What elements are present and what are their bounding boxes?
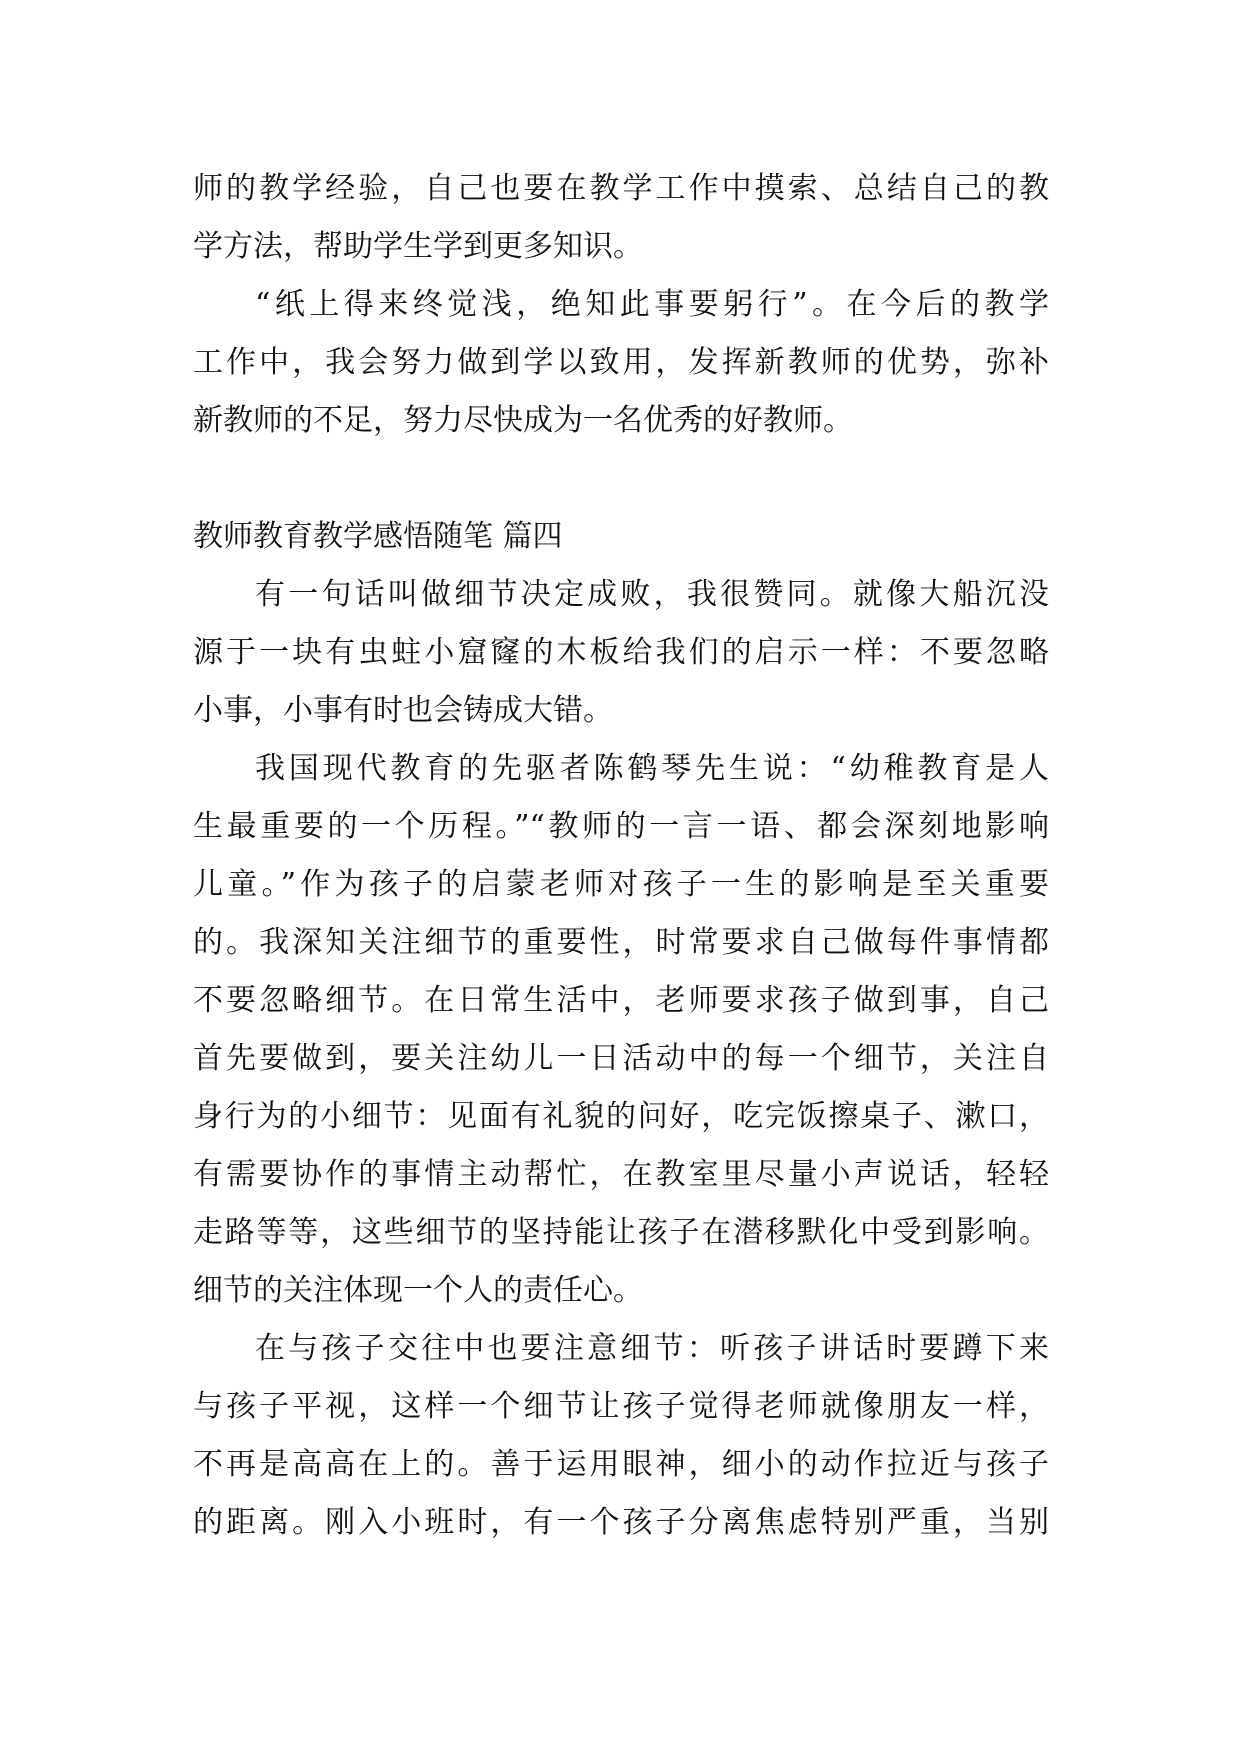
paragraph-3 [193,566,1049,740]
paragraph-2 [193,276,1049,450]
text-line: 不再是高高在上的。善于运用眼神，细小的动作拉近与孩子 [193,1447,1049,1482]
text-line: 小事，小事有时也会铸成大错。 [193,693,613,728]
text-line: 细节的关注体现一个人的责任心。 [193,1273,643,1308]
text-line: 有需要协作的事情主动帮忙，在教室里尽量小声说话，轻轻 [193,1157,1049,1192]
text-line: 我国现代教育的先驱者陈鹤琴先生说：“幼稚教育是人 [255,751,1049,786]
text-line: 在与孩子交往中也要注意细节：听孩子讲话时要蹲下来 [255,1331,1049,1366]
document-page [193,160,1049,1552]
section-heading: 教师教育教学感悟随笔 篇四 [193,519,563,554]
paragraph-1 [193,160,1049,276]
text-line: 不要忽略细节。在日常生活中，老师要求孩子做到事，自己 [193,983,1049,1018]
text-line: 有一句话叫做细节决定成败，我很赞同。就像大船沉没 [255,577,1049,612]
text-line: 首先要做到，要关注幼儿一日活动中的每一个细节，关注自 [193,1041,1049,1076]
text-line: “纸上得来终觉浅，绝知此事要躬行”。在今后的教学 [255,287,1049,322]
paragraph-5 [193,1320,1049,1552]
paragraph-spacer [193,450,1049,508]
text-line: 工作中，我会努力做到学以致用，发挥新教师的优势，弥补 [193,345,1049,380]
text-line: 新教师的不足，努力尽快成为一名优秀的好教师。 [193,403,853,438]
text-line: 与孩子平视，这样一个细节让孩子觉得老师就像朋友一样， [193,1389,1049,1424]
text-line: 生最重要的一个历程。”“教师的一言一语、都会深刻地影响 [193,809,1049,844]
text-line: 身行为的小细节：见面有礼貌的问好，吃完饭擦桌子、漱口， [193,1099,1049,1134]
text-line: 师的教学经验，自己也要在教学工作中摸索、总结自己的教 [193,171,1049,206]
text-line: 的距离。刚入小班时，有一个孩子分离焦虑特别严重，当别 [193,1505,1049,1540]
text-line: 学方法，帮助学生学到更多知识。 [193,229,643,264]
text-line: 儿童。”作为孩子的启蒙老师对孩子一生的影响是至关重要 [193,867,1049,902]
paragraph-4 [193,740,1049,1320]
text-line: 源于一块有虫蛀小窟窿的木板给我们的启示一样：不要忽略 [193,635,1049,670]
text-line: 走路等等，这些细节的坚持能让孩子在潜移默化中受到影响。 [193,1215,1049,1250]
text-line: 的。我深知关注细节的重要性，时常要求自己做每件事情都 [193,925,1049,960]
